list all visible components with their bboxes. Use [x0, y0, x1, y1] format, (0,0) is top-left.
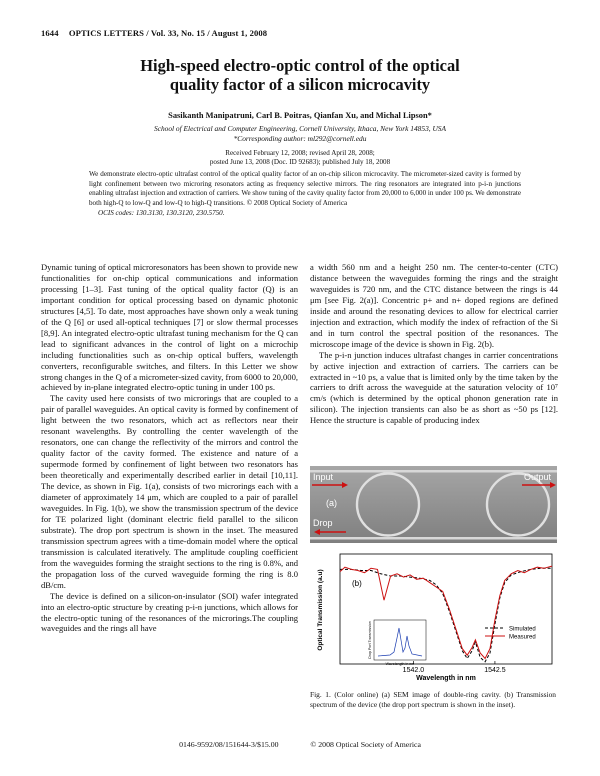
inset-plot [368, 620, 426, 666]
received-dates [60, 149, 540, 167]
title-line-2: quality factor of a silicon microcavity [169, 75, 431, 94]
panel-b-label: (b) [352, 579, 362, 588]
footer-copyright: © 2008 Optical Society of America [310, 740, 421, 749]
top-waveguide [310, 470, 557, 473]
title-line-1: High-speed electro-optic control of the optical [140, 56, 460, 75]
y-axis-label: Optical Transmission (a.u) [317, 569, 324, 651]
panel-a-label: (a) [326, 498, 337, 508]
article-title [60, 56, 540, 94]
abstract [89, 170, 521, 219]
paragraph: The device is defined on a silicon-on-insulator (SOI) wafer integrated into an electro-optic structure by creating p-i-n junctions, which allows for the electro-optic tuning of the resonances of the microrings.The coupling waveguides and the rings all have [41, 590, 298, 634]
page-number: 1644 [41, 28, 59, 38]
paragraph: Dynamic tuning of optical microresonators has been shown to provide new functionalities for on-chip optical communications and information processing [1–3]. Fast tuning of the optical quality factor (Q) is an important condition for optical processing based on dynamic photonic structures [4,5]. To date, most approaches have shown only a weak tuning of the Q [6] or used all-optical techniques [7] or slow thermal processes [8,9]. An integrated electro-optic ultrafast tuning mechanism for the Q can lead to significant advances in the control of light on a microchip including functionalities such as on-chip optical buffers, wavelength converters, reconfigurable switches, and filters. In this Letter we show strong changes in the Q of a micrometer-sized cavity, from 6000 to 20,000, achieved by in-plane integrated electro-optic tuning in under 100 ps. [41, 262, 298, 393]
paragraph: a width 560 nm and a height 250 nm. The center-to-center (CTC) distance between the waveguides forming the rings and the straight waveguides is 720 nm, and the CTC distance between the rings is 44 μm [see Fig. 2(a)]. Concentric p+ and n+ doped regions are defined inside and around the resonating devices to allow for electrical carrier injection and extraction, which modify the index of refraction of the Si and in turn control the spectral position of the resonances. The microscope image of the device is shown in Fig. 2(b). [310, 262, 558, 349]
sem-image [310, 466, 557, 543]
received-line-1: Received February 12, 2008; revised April 28, 2008; [225, 149, 375, 157]
input-label: Input [313, 472, 334, 482]
inset-y-label: Drop Port Transmission [368, 621, 372, 659]
left-column [41, 262, 298, 634]
corresponding-author: *Corresponding author: ml292@cornell.edu [233, 133, 367, 143]
paragraph: The p-i-n junction induces ultrafast changes in carrier concentrations by active injection and extraction of carriers. The carriers can be extracted in ~10 ps, a value that is limited only by the time taken by the carriers to drift across the waveguide at the saturation velocity of 10⁷ cm/s (which is determined by the optical phonon generation rate in silicon). The injection transients can also be as short as ~50 ps [12]. Hence the structure is capable of producing index [310, 349, 558, 426]
page-footer [0, 740, 600, 749]
transmission-plot [310, 548, 557, 683]
legend-simulated: Simulated [509, 626, 536, 633]
abstract-text: We demonstrate electro-optic ultrafast control of the optical quality factor of an on-chip silicon microcavity. The micrometer-sized cavity is formed by light confinement between two microring resonators acting as frequency selective mirrors. The ring resonators are integrated into p-i-n junctions enabling ultrafast injection and extraction of carriers. We show tuning of the cavity quality factor from 20,000 to 6,000 in under 100 ps. We demonstrate both high-Q to low-Q and low-Q to high-Q transitions. © 2008 Optical Society of America [89, 170, 521, 208]
bottom-waveguide [310, 537, 557, 540]
figure-caption: Fig. 1. (Color online) (a) SEM image of double-ring cavity. (b) Transmission spectrum of the device (the drop port spectrum is shown in the inset). [310, 690, 556, 709]
x-tick-label: 1542.5 [484, 667, 506, 674]
inset-x-label: Wavelength in nm [385, 662, 415, 666]
ocis-codes: OCIS codes: 130.3130, 130.3120, 230.5750. [98, 208, 225, 217]
running-header [41, 28, 267, 38]
plot-svg [310, 548, 557, 683]
right-column [310, 262, 558, 426]
inset-frame [374, 620, 426, 660]
output-label: Output [524, 472, 552, 482]
x-tick-label: 1542.0 [402, 667, 425, 674]
footer-code: 0146-9592/08/151644-3/$15.00 [179, 740, 279, 749]
sem-drawing [310, 466, 557, 543]
x-axis-label: Wavelength in nm [416, 675, 476, 682]
paragraph: The cavity used here consists of two microrings that are coupled to a pair of parallel waveguides. An optical cavity is formed by confinement of light between the two resonators, which act as reflectors near their resonant wavelengths. By controlling the center wavelength of the resonators, one can change the reflectivity of the mirrors and control the quality factor of the cavity formed. The existence and nature of a supermode formed by confinement of light between two resonators has been theoretically and experimentally described earlier in detail [10,11]. The device, as shown in Fig. 1(a), consists of two microrings each with a diameter of approximately 14 μm, which are coupled to a pair of parallel waveguides. In Fig. 1(b), we show the transmission spectrum of the device for TE polarized light (dominant electric field parallel to the silicon substrate). The drop port spectrum is shown in the inset. The measured transmission spectrum agrees with a time-domain model where the optical transmission is calculated iteratively. The amplitude coupling coefficient from the waveguides forming the straight sections to the ring is 0.8%, and the propagation loss of the curved waveguide forming the ring is 8.0 dB/cm. [41, 393, 298, 590]
affiliation-line: School of Electrical and Computer Engineering, Cornell University, Ithaca, New York 14853, USA [153, 124, 447, 133]
journal-info: OPTICS LETTERS / Vol. 33, No. 15 / August 1, 2008 [68, 28, 268, 38]
drop-label: Drop [313, 518, 333, 528]
legend-measured: Measured [509, 634, 536, 641]
affiliation [60, 124, 540, 143]
received-line-2: posted June 13, 2008 (Doc. ID 92683); published July 18, 2008 [209, 158, 391, 166]
authors: Sasikanth Manipatruni, Carl B. Poitras, Qianfan Xu, and Michal Lipson* [168, 111, 432, 120]
